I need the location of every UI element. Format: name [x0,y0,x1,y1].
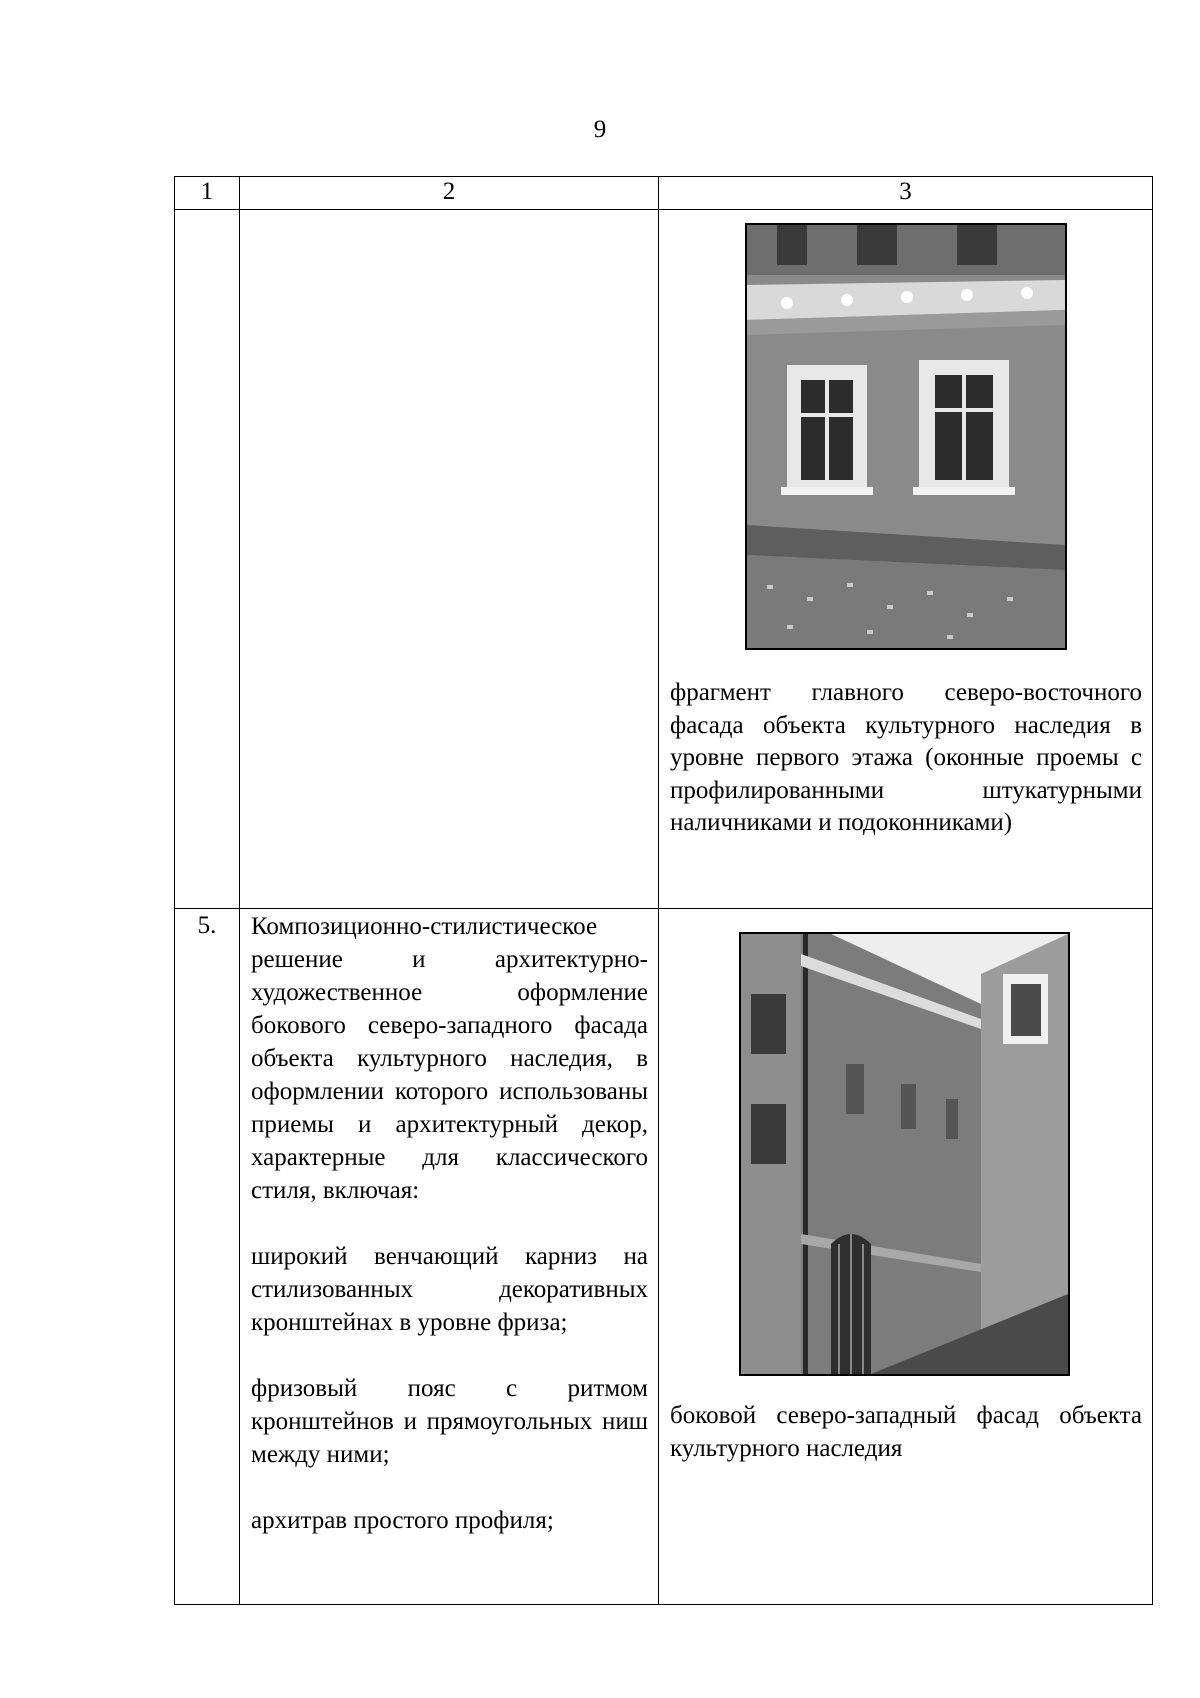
row-description-cell [240,210,659,909]
description-paragraph: архитрав простого профиля; [251,1507,554,1534]
header-cell-1: 1 [175,177,240,210]
row-description-cell [240,909,659,1605]
description-paragraph: широкий венчающий карниз на стилизованных декоративных кронштейнах в уровне фриза; [251,1243,648,1336]
photo-caption: боковой северо-западный фасад объекта культурного наследия [670,1402,1142,1462]
heritage-table [174,176,1153,1605]
row-image-cell [659,210,1153,909]
row-image-cell [659,909,1153,1605]
side-facade-photo [739,932,1070,1376]
header-cell-3: 3 [659,177,1153,210]
description-paragraph: фризовый пояс с ритмом кронштейнов и прямоугольных ниш между ними; [251,1375,648,1468]
description-paragraph: Композиционно-стилистическое решение и архитектурно-художественное оформление бокового северо-западного фасада объекта культурного наследия, в оформлении которого использованы приемы и архитектурный декор, характерные для классического стиля, включая: [251,913,648,1204]
table-header-row [175,177,1153,210]
page-number: 9 [593,116,607,143]
photo-caption: фрагмент главного северо-восточного фасада объекта культурного наследия в уровне первого этажа (оконные проемы с профилированными штукатурными наличниками и подоконниками) [670,679,1142,837]
row-number-cell [175,210,240,909]
facade-window-photo [745,223,1067,650]
table-row [175,210,1153,909]
table-row [175,909,1153,1605]
row-number-cell: 5. [175,909,240,1605]
header-cell-2: 2 [240,177,659,210]
